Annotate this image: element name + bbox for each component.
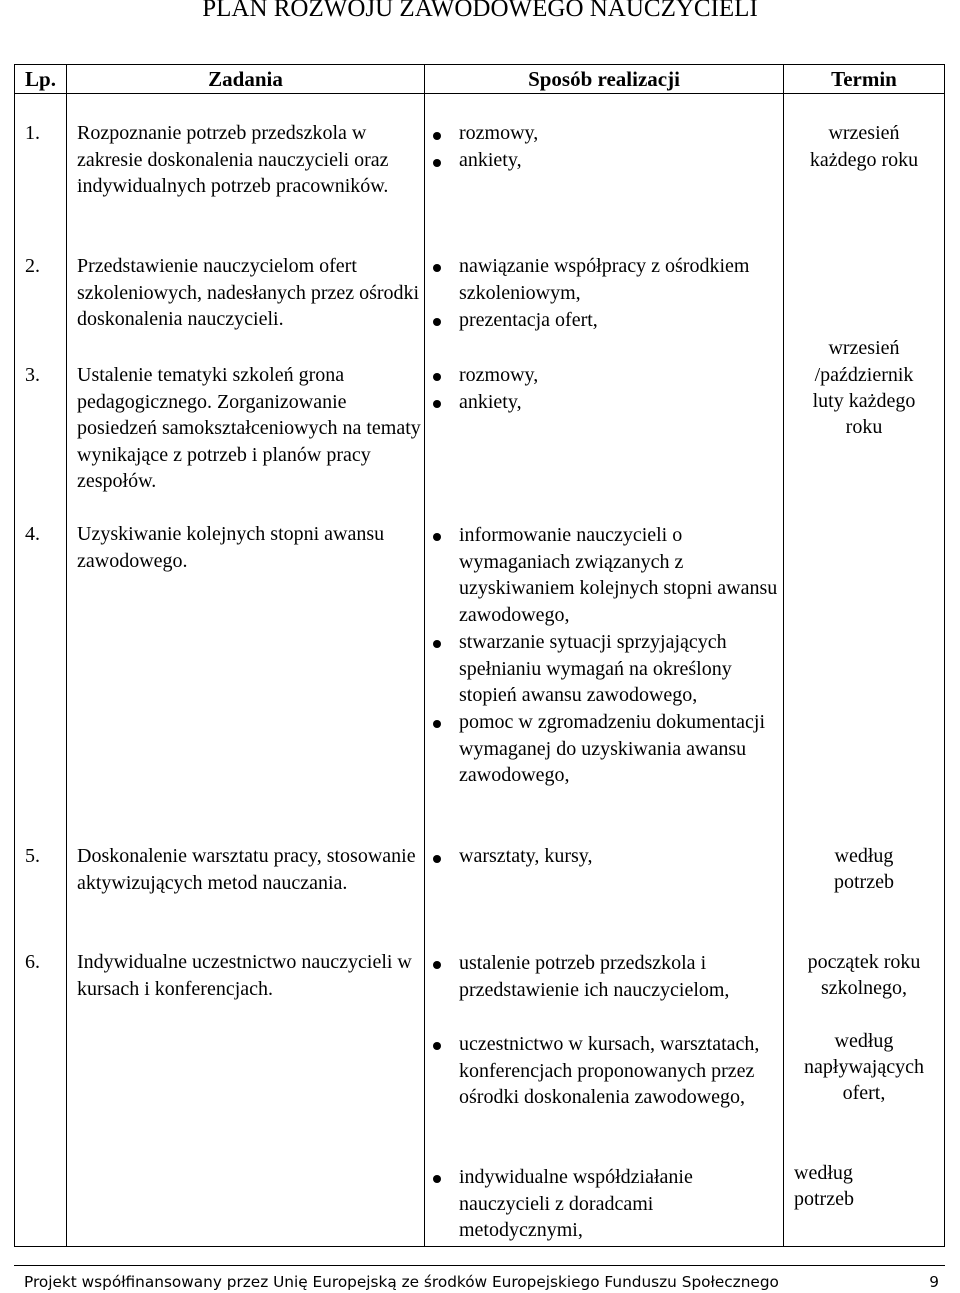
method-item: ankiety,	[459, 149, 522, 171]
term-line: początek roku	[807, 951, 921, 973]
task-text: Rozpoznanie potrzeb przedszkola w zakresie doskonalenia nauczycieli oraz indywidualnych potrzeb pracowników.	[77, 122, 389, 197]
bullet	[433, 159, 441, 167]
footer	[24, 1272, 939, 1292]
term-line: roku	[845, 416, 883, 438]
bullet	[433, 533, 441, 541]
bullet	[433, 400, 441, 408]
method-item: rozmowy,	[459, 122, 539, 144]
bullet	[433, 720, 441, 728]
method-item: pomoc w zgromadzeniu dokumentacji wymaganej do uzyskiwania awansu zawodowego,	[459, 711, 766, 786]
term-line: każdego roku	[809, 149, 919, 171]
term-line: według	[794, 1162, 853, 1184]
term-line: potrzeb	[794, 1188, 854, 1210]
page-title: PLAN ROZWOJU ZAWODOWEGO NAUCZYCIELI	[202, 0, 758, 22]
term-line: luty każdego	[812, 390, 916, 412]
method-item: indywidualne współdziałanie nauczycieli z doradcami metodycznymi,	[459, 1166, 693, 1241]
bullet	[433, 132, 441, 140]
method-item: rozmowy,	[459, 364, 539, 386]
task-text: Przedstawienie nauczycielom ofert szkoleniowych, nadesłanych przez ośrodki doskonalenia nauczycieli.	[77, 255, 420, 330]
method-item: ankiety,	[459, 391, 522, 413]
row-number: 1.	[25, 122, 40, 144]
row-number: 2.	[25, 255, 40, 277]
method-item: informowanie nauczycieli o wymaganiach związanych z uzyskiwaniem kolejnych stopni awansu zawodowego,	[459, 524, 778, 626]
bullet	[433, 1175, 441, 1183]
term-line: napływających	[804, 1056, 924, 1078]
term-line: potrzeb	[834, 871, 894, 893]
term-line: /październik	[814, 364, 914, 386]
term-line: według	[834, 845, 894, 867]
row-number: 3.	[25, 364, 40, 386]
task-text: Indywidualne uczestnictwo nauczycieli w kursach i konferencjach.	[77, 951, 412, 1000]
bullet	[433, 640, 441, 648]
term-line: ofert,	[842, 1082, 886, 1104]
header-lp: Lp.	[25, 67, 56, 91]
column-divider-zadania	[424, 65, 425, 1246]
header-termin: Termin	[831, 67, 897, 91]
header-sposob-realizacji: Sposób realizacji	[528, 67, 680, 91]
term-line: wrzesień	[828, 122, 900, 144]
bullet	[433, 264, 441, 272]
task-text: Doskonalenie warsztatu pracy, stosowanie aktywizujących metod nauczania.	[77, 845, 416, 894]
method-item: prezentacja ofert,	[459, 309, 598, 331]
bullet	[433, 961, 441, 969]
method-item: nawiązanie współpracy z ośrodkiem szkoleniowym,	[459, 255, 750, 304]
column-divider-lp	[66, 65, 67, 1246]
header-zadania: Zadania	[208, 67, 283, 91]
term-line: według	[834, 1030, 894, 1052]
term-line: szkolnego,	[820, 977, 908, 999]
bullet	[433, 1042, 441, 1050]
bullet	[433, 318, 441, 326]
method-item: warsztaty, kursy,	[459, 845, 593, 867]
method-item: stwarzanie sytuacji sprzyjających spełnianiu wymagań na określony stopień awansu zawodowego,	[459, 631, 732, 706]
term-line: wrzesień	[828, 337, 900, 359]
method-item: ustalenie potrzeb przedszkola i przedstawienie ich nauczycielom,	[459, 952, 730, 1001]
task-text: Uzyskiwanie kolejnych stopni awansu zawodowego.	[77, 523, 385, 572]
footer-divider	[14, 1265, 945, 1266]
footer-text: Projekt współfinansowany przez Unię Europejską ze środków Europejskiego Funduszu Społecznego	[24, 1273, 779, 1291]
bullet	[433, 373, 441, 381]
method-item: uczestnictwo w kursach, warsztatach, konferencjach proponowanych przez ośrodki doskonalenia zawodowego,	[459, 1033, 760, 1108]
row-number: 5.	[25, 845, 40, 867]
row-number: 4.	[25, 523, 40, 545]
header-divider	[15, 93, 944, 94]
row-number: 6.	[25, 951, 40, 973]
page-number: 9	[929, 1273, 939, 1291]
bullet	[433, 855, 441, 863]
task-text: Ustalenie tematyki szkoleń grona pedagogicznego. Zorganizowanie posiedzeń samokształceniowych na tematy wynikające z potrzeb i planów pracy zespołów.	[77, 364, 421, 492]
